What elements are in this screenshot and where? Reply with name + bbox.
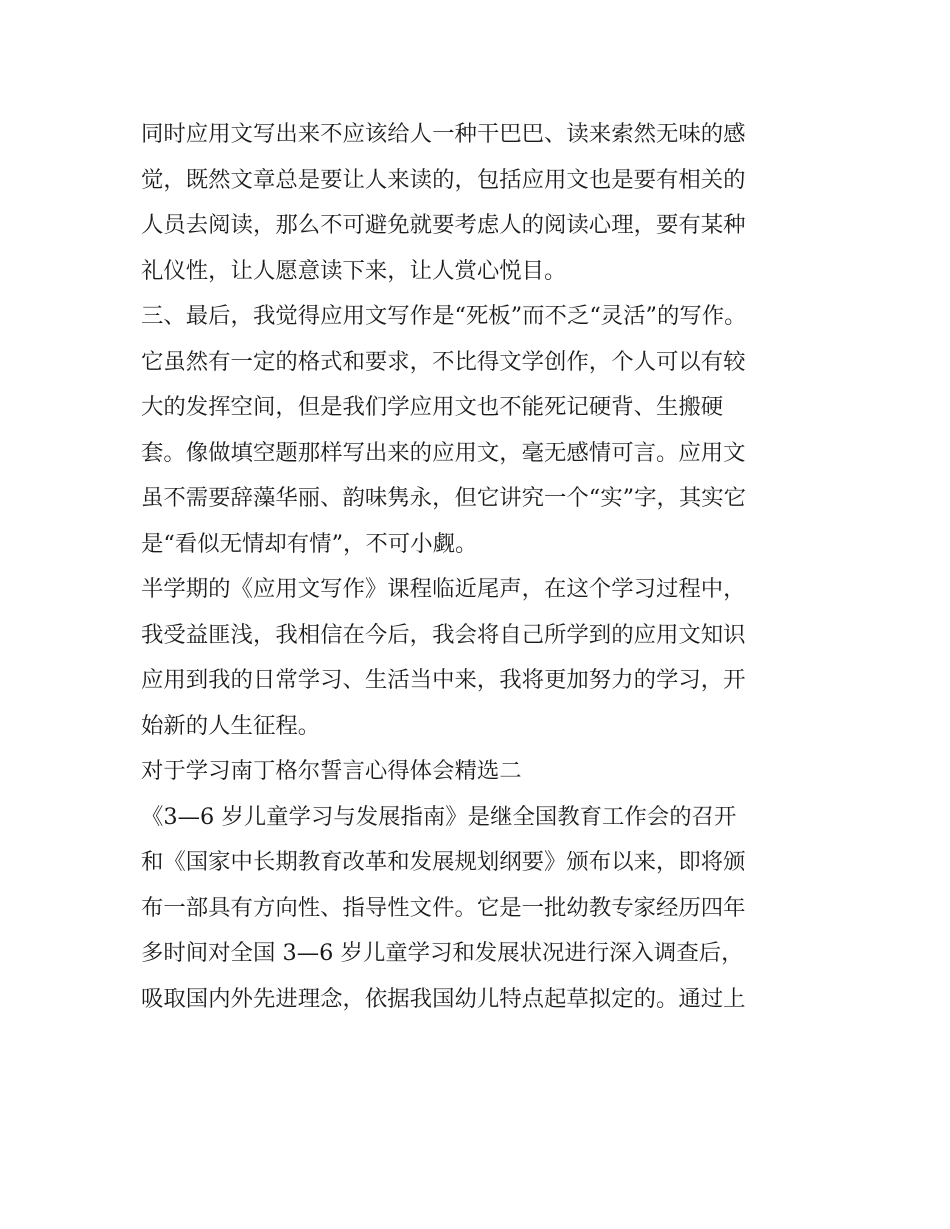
text-line: 应用到我的日常学习、生活当中来，我将更加努力的学习，开 — [141, 667, 746, 693]
text-line: 始新的人生征程。 — [141, 712, 321, 739]
text-line: 礼仪性，让人愿意读下来，让人赏心悦目。 — [141, 257, 567, 284]
text-line: 是“看似无情却有情”，不可小觑。 — [141, 530, 478, 557]
text-line: 觉，既然文章总是要让人来读的，包括应用文也是要有相关的 — [141, 166, 746, 193]
document-body — [141, 112, 813, 1022]
text-line: 它虽然有一定的格式和要求，不比得文学创作，个人可以有较 — [141, 348, 746, 375]
text-line: 大的发挥空间，但是我们学应用文也不能死记硬背、生搬硬 — [141, 394, 724, 420]
text-line: 《3—6 岁儿童学习与发展指南》是继全国教育工作会的召开 — [141, 803, 737, 830]
text-line: 吸取国内外先进理念，依据我国幼儿特点起草拟定的。通过上 — [141, 985, 746, 1012]
section-heading: 对于学习南丁格尔誓言心得体会精选二 — [141, 758, 522, 784]
text-line: 和《国家中长期教育改革和发展规划纲要》颁布以来，即将颁 — [141, 849, 746, 875]
text-line: 套。像做填空题那样写出来的应用文，毫无感情可言。应用文 — [141, 439, 746, 466]
text-line: 三、最后，我觉得应用文写作是“死板”而不乏“灵活”的写作。 — [141, 303, 747, 329]
text-line: 半学期的《应用文写作》课程临近尾声，在这个学习过程中， — [141, 576, 746, 602]
text-line: 同时应用文写出来不应该给人一种干巴巴、读来索然无味的感 — [141, 121, 746, 147]
text-line: 人员去阅读，那么不可避免就要考虑人的阅读心理，要有某种 — [141, 212, 746, 238]
text-line: 多时间对全国 3—6 岁儿童学习和发展状况进行深入调查后， — [141, 940, 744, 966]
text-line: 布一部具有方向性、指导性文件。它是一批幼教专家经历四年 — [141, 894, 746, 921]
text-line: 我受益匪浅，我相信在今后，我会将自己所学到的应用文知识 — [141, 621, 746, 648]
text-line: 虽不需要辞藻华丽、韵味隽永，但它讲究一个“实”字，其实它 — [141, 485, 747, 511]
